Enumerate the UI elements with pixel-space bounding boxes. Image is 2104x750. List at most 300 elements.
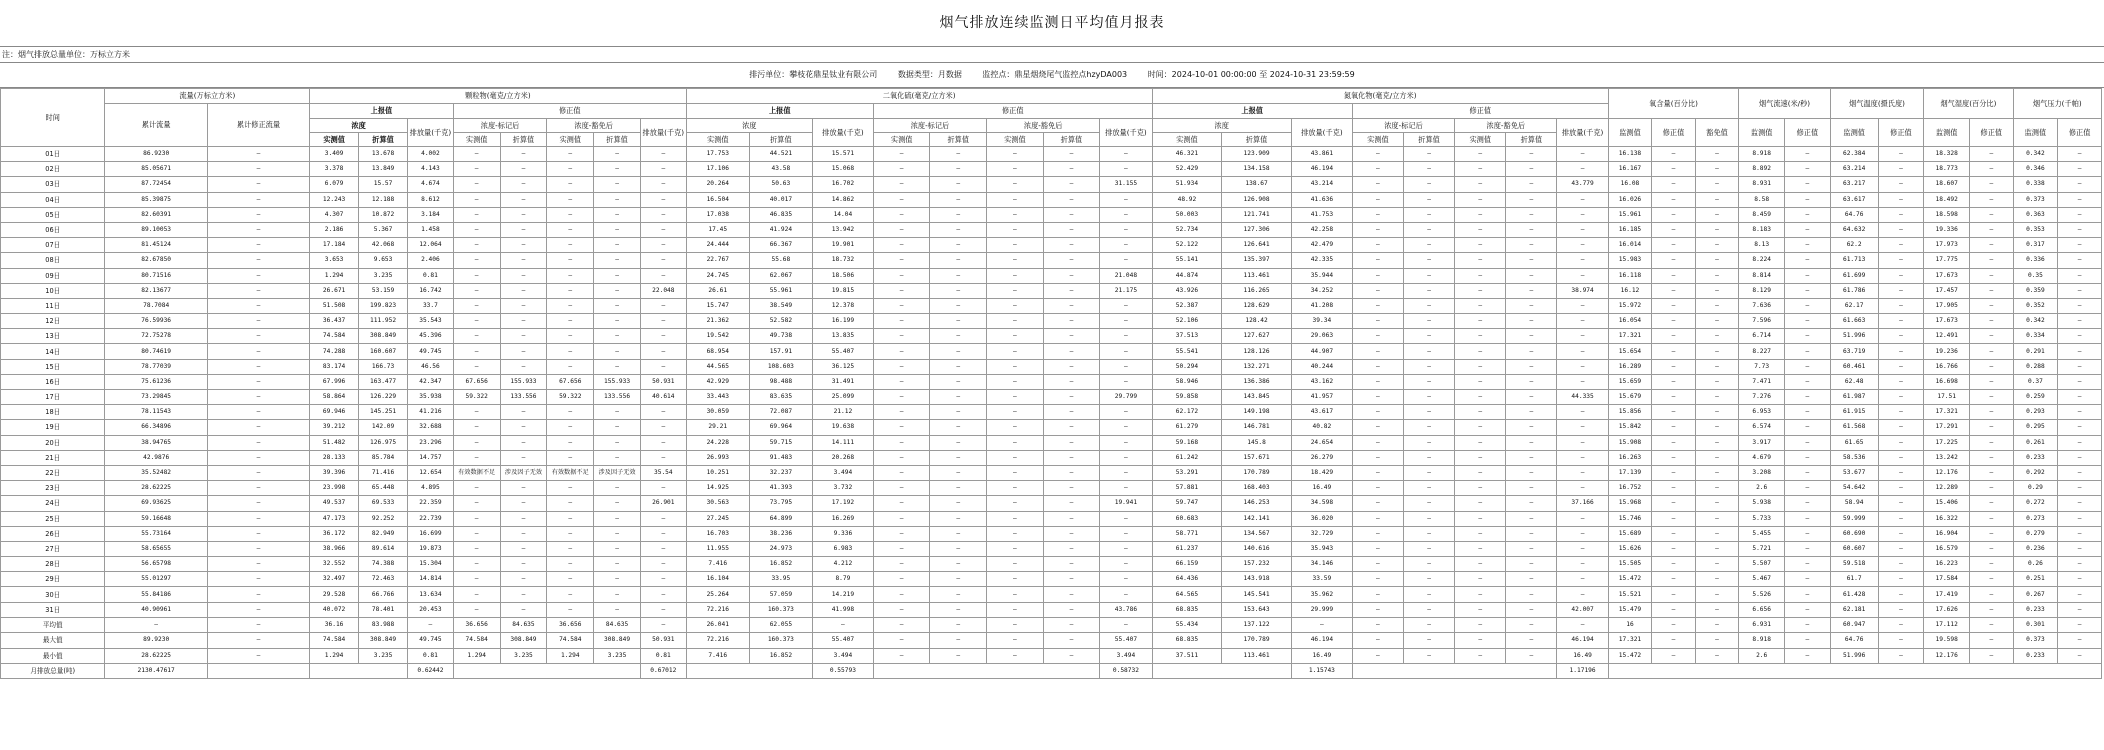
table-cell: — — [1100, 238, 1152, 253]
table-cell: — — [1455, 450, 1506, 465]
table-cell: 20.264 — [686, 177, 749, 192]
table-cell: — — [207, 298, 309, 313]
table-cell: 5.733 — [1739, 511, 1785, 526]
table-cell: 12.654 — [408, 465, 454, 480]
table-cell: — — [1785, 465, 1831, 480]
table-cell: 15.689 — [1608, 526, 1652, 541]
table-cell: 26.993 — [686, 450, 749, 465]
table-cell: — — [2058, 253, 2102, 268]
table-cell: 4.674 — [408, 177, 454, 192]
table-cell: 6.983 — [812, 541, 873, 556]
table-cell: — — [1970, 222, 2014, 237]
empty-cell — [1352, 663, 1557, 678]
table-cell: — — [2058, 572, 2102, 587]
table-cell: 18.732 — [812, 253, 873, 268]
table-cell: 36.020 — [1291, 511, 1352, 526]
table-cell: 44.874 — [1152, 268, 1222, 283]
table-cell: — — [987, 481, 1044, 496]
table-cell: 59.168 — [1152, 435, 1222, 450]
table-cell: 16.699 — [408, 526, 454, 541]
table-cell: 60.683 — [1152, 511, 1222, 526]
table-cell: — — [1506, 298, 1557, 313]
table-cell: — — [930, 450, 987, 465]
table-cell: 69.964 — [749, 420, 812, 435]
table-cell: — — [500, 283, 547, 298]
table-cell: — — [1506, 283, 1557, 298]
table-cell: — — [873, 420, 930, 435]
table-cell: 146.781 — [1222, 420, 1292, 435]
table-cell: 15.626 — [1608, 541, 1652, 556]
table-cell: 127.627 — [1222, 329, 1292, 344]
table-cell: — — [987, 177, 1044, 192]
table-cell: 3.917 — [1739, 435, 1785, 450]
table-cell: — — [987, 374, 1044, 389]
table-cell: — — [1785, 207, 1831, 222]
group-pm: 颗粒物(毫克/立方米) — [310, 89, 687, 104]
table-cell: 113.461 — [1222, 648, 1292, 663]
table-cell: 133.556 — [500, 390, 547, 405]
table-cell: — — [1695, 192, 1739, 207]
table-cell: — — [1652, 329, 1696, 344]
table-cell: 64.436 — [1152, 572, 1222, 587]
table-cell: 0.353 — [2013, 222, 2058, 237]
table-cell: — — [1652, 177, 1696, 192]
table-cell: — — [1652, 207, 1696, 222]
table-cell: — — [1878, 435, 1924, 450]
table-cell: 62.172 — [1152, 405, 1222, 420]
table-cell: — — [1043, 648, 1100, 663]
table-cell: 14.757 — [408, 450, 454, 465]
table-cell: 8.58 — [1739, 192, 1785, 207]
table-cell: — — [1878, 450, 1924, 465]
table-cell: 63.217 — [1830, 177, 1878, 192]
table-cell: 17.673 — [1924, 314, 1970, 329]
table-cell: — — [453, 222, 500, 237]
table-cell: — — [1043, 222, 1100, 237]
table-cell: 41.636 — [1291, 192, 1352, 207]
table-cell: — — [640, 541, 686, 556]
table-cell: 113.461 — [1222, 268, 1292, 283]
table-cell: 29.799 — [1100, 390, 1152, 405]
table-cell: 0.292 — [2013, 465, 2058, 480]
so2-conc-header: 浓度 — [686, 119, 812, 133]
table-cell: 157.232 — [1222, 557, 1292, 572]
table-cell: — — [1506, 405, 1557, 420]
table-cell: 89.614 — [359, 541, 408, 556]
table-cell: — — [987, 253, 1044, 268]
table-cell: — — [547, 222, 594, 237]
table-cell: 8.183 — [1739, 222, 1785, 237]
table-cell: 43.786 — [1100, 602, 1152, 617]
table-cell: 0.236 — [2013, 541, 2058, 556]
row-label: 19日 — [1, 420, 105, 435]
table-cell: 18.492 — [1924, 192, 1970, 207]
table-cell: 62.2 — [1830, 238, 1878, 253]
table-cell: — — [1695, 405, 1739, 420]
table-cell: — — [1695, 526, 1739, 541]
table-cell: 16.698 — [1924, 374, 1970, 389]
table-cell: — — [1557, 238, 1608, 253]
table-cell: — — [594, 314, 641, 329]
table-cell: — — [1652, 298, 1696, 313]
table-row — [1, 192, 2102, 207]
table-row — [1, 283, 2102, 298]
table-cell: 98.488 — [749, 374, 812, 389]
table-cell: — — [1785, 222, 1831, 237]
table-cell: — — [1100, 359, 1152, 374]
row-label: 15日 — [1, 359, 105, 374]
table-cell: — — [500, 541, 547, 556]
table-cell: 78.401 — [359, 602, 408, 617]
table-cell: 32.729 — [1291, 526, 1352, 541]
table-cell: — — [1695, 420, 1739, 435]
total-nox-corr: 1.17196 — [1557, 663, 1608, 678]
table-cell: — — [1970, 511, 2014, 526]
table-cell: — — [640, 192, 686, 207]
table-cell: 15.472 — [1608, 648, 1652, 663]
table-cell: — — [1404, 572, 1455, 587]
table-cell: — — [873, 329, 930, 344]
table-cell: — — [930, 298, 987, 313]
table-cell: — — [207, 147, 309, 162]
table-cell: 17.038 — [686, 207, 749, 222]
table-cell: — — [453, 572, 500, 587]
table-cell: — — [1970, 541, 2014, 556]
table-cell: — — [453, 450, 500, 465]
pm-corrected-header: 修正值 — [453, 104, 686, 119]
table-cell: — — [1652, 374, 1696, 389]
table-cell: 26.901 — [640, 496, 686, 511]
table-cell: — — [1970, 268, 2014, 283]
table-cell: 16.852 — [749, 557, 812, 572]
table-cell: 53.291 — [1152, 465, 1222, 480]
table-cell: — — [1785, 147, 1831, 162]
table-cell: — — [500, 557, 547, 572]
row-label: 12日 — [1, 314, 105, 329]
table-cell: — — [1695, 390, 1739, 405]
table-cell: 0.272 — [2013, 496, 2058, 511]
table-cell: — — [453, 526, 500, 541]
table-cell: 20.453 — [408, 602, 454, 617]
table-cell: 108.603 — [749, 359, 812, 374]
table-cell: — — [500, 253, 547, 268]
table-cell: 32.688 — [408, 420, 454, 435]
table-cell: 82.60391 — [105, 207, 207, 222]
group-humidity: 烟气湿度(百分比) — [1924, 89, 2013, 119]
table-cell: — — [1695, 617, 1739, 632]
table-cell: 68.954 — [686, 344, 749, 359]
table-cell: 0.259 — [2013, 390, 2058, 405]
table-cell: — — [207, 314, 309, 329]
table-cell: — — [1506, 541, 1557, 556]
table-cell: — — [207, 602, 309, 617]
row-label: 26日 — [1, 526, 105, 541]
table-cell: 29.999 — [1291, 602, 1352, 617]
table-cell: — — [640, 572, 686, 587]
table-cell: — — [1785, 481, 1831, 496]
table-cell: — — [500, 222, 547, 237]
table-cell: — — [1557, 222, 1608, 237]
table-cell: — — [547, 541, 594, 556]
table-cell: 49.537 — [310, 496, 359, 511]
table-cell: — — [930, 283, 987, 298]
table-cell: — — [987, 420, 1044, 435]
table-cell: — — [1878, 298, 1924, 313]
table-cell: — — [500, 238, 547, 253]
table-cell: 84.635 — [500, 617, 547, 632]
table-cell: — — [1100, 572, 1152, 587]
table-cell: — — [594, 207, 641, 222]
row-label: 29日 — [1, 572, 105, 587]
table-cell: 69.533 — [359, 496, 408, 511]
table-cell: — — [1557, 450, 1608, 465]
table-cell: — — [1352, 177, 1403, 192]
table-cell: 146.253 — [1222, 496, 1292, 511]
table-cell: — — [1557, 557, 1608, 572]
table-cell: — — [1506, 177, 1557, 192]
pm-measured-header: 实测值 — [310, 133, 359, 147]
total-flow: 2130.47617 — [105, 663, 207, 678]
table-cell: — — [1557, 298, 1608, 313]
table-cell: — — [594, 602, 641, 617]
table-cell: — — [1100, 481, 1152, 496]
summary-row — [1, 648, 2102, 663]
table-cell: — — [207, 420, 309, 435]
table-cell: — — [1695, 222, 1739, 237]
so2-mark-measured-header: 实测值 — [873, 133, 930, 147]
table-cell: 3.732 — [812, 481, 873, 496]
table-cell: — — [930, 253, 987, 268]
table-cell: 85.784 — [359, 450, 408, 465]
table-cell: 21.048 — [1100, 268, 1152, 283]
table-cell: 23.998 — [310, 481, 359, 496]
table-cell: — — [873, 557, 930, 572]
table-cell: — — [1455, 177, 1506, 192]
table-cell: — — [207, 222, 309, 237]
table-cell: 31.155 — [1100, 177, 1152, 192]
table-cell: — — [2058, 541, 2102, 556]
table-cell: 67.656 — [547, 374, 594, 389]
table-cell: — — [1878, 526, 1924, 541]
table-cell: 0.359 — [2013, 283, 2058, 298]
table-cell: — — [1785, 268, 1831, 283]
table-cell: — — [500, 587, 547, 602]
table-cell: — — [1695, 177, 1739, 192]
table-cell: — — [1878, 207, 1924, 222]
table-cell: 7.416 — [686, 557, 749, 572]
table-cell: 38.966 — [310, 541, 359, 556]
table-cell: 50.294 — [1152, 359, 1222, 374]
table-cell: 5.455 — [1739, 526, 1785, 541]
table-cell: — — [1785, 329, 1831, 344]
table-cell: — — [930, 587, 987, 602]
table-cell: — — [1455, 390, 1506, 405]
table-cell: — — [453, 541, 500, 556]
table-cell: — — [873, 162, 930, 177]
table-cell: — — [873, 314, 930, 329]
table-cell: 16.852 — [749, 648, 812, 663]
table-cell: — — [1455, 572, 1506, 587]
table-cell: — — [1785, 283, 1831, 298]
table-cell: 61.568 — [1830, 420, 1878, 435]
table-cell: — — [1352, 526, 1403, 541]
table-cell: 0.233 — [2013, 602, 2058, 617]
table-cell: 51.996 — [1830, 329, 1878, 344]
table-cell: 61.65 — [1830, 435, 1878, 450]
table-cell: — — [1652, 465, 1696, 480]
table-cell: — — [1652, 390, 1696, 405]
table-cell: — — [873, 587, 930, 602]
table-cell: 53.159 — [359, 283, 408, 298]
table-cell: 17.753 — [686, 147, 749, 162]
row-label: 11日 — [1, 298, 105, 313]
table-cell: 60.461 — [1830, 359, 1878, 374]
table-cell: — — [1652, 253, 1696, 268]
nox-exempt-converted-header: 折算值 — [1506, 133, 1557, 147]
table-cell: — — [2058, 390, 2102, 405]
table-cell: — — [987, 602, 1044, 617]
table-cell: — — [594, 420, 641, 435]
row-label: 01日 — [1, 147, 105, 162]
table-cell: 76.59936 — [105, 314, 207, 329]
table-cell: 61.699 — [1830, 268, 1878, 283]
table-cell: — — [453, 359, 500, 374]
table-cell: — — [1506, 481, 1557, 496]
table-cell: 41.393 — [749, 481, 812, 496]
table-cell: — — [873, 572, 930, 587]
group-pressure: 烟气压力(千帕) — [2013, 89, 2101, 119]
table-cell: 0.37 — [2013, 374, 2058, 389]
table-cell: — — [207, 177, 309, 192]
table-cell: — — [1404, 526, 1455, 541]
table-cell: — — [500, 496, 547, 511]
table-cell: — — [930, 405, 987, 420]
table-cell: — — [2058, 314, 2102, 329]
table-cell: 0.346 — [2013, 162, 2058, 177]
table-cell: 163.477 — [359, 374, 408, 389]
table-cell: — — [594, 359, 641, 374]
table-cell: 6.079 — [310, 177, 359, 192]
table-cell: 5.526 — [1739, 587, 1785, 602]
table-cell: 19.873 — [408, 541, 454, 556]
table-cell: — — [1352, 390, 1403, 405]
table-cell: — — [1352, 222, 1403, 237]
table-cell: 15.406 — [1924, 496, 1970, 511]
table-cell: 16.703 — [686, 526, 749, 541]
table-cell: 64.632 — [1830, 222, 1878, 237]
table-cell: — — [873, 435, 930, 450]
table-cell: — — [1785, 253, 1831, 268]
table-cell: 128.126 — [1222, 344, 1292, 359]
table-cell: 16.199 — [812, 314, 873, 329]
table-cell: 12.188 — [359, 192, 408, 207]
table-cell: 12.243 — [310, 192, 359, 207]
table-cell: — — [1695, 207, 1739, 222]
table-cell: — — [2058, 526, 2102, 541]
table-cell: — — [1100, 192, 1152, 207]
table-cell: 22.048 — [640, 283, 686, 298]
total-pm-corr: 0.67012 — [640, 663, 686, 678]
table-cell: 12.491 — [1924, 329, 1970, 344]
row-label: 09日 — [1, 268, 105, 283]
table-cell: 72.087 — [749, 405, 812, 420]
table-cell: — — [930, 481, 987, 496]
table-cell: — — [1695, 572, 1739, 587]
table-cell: 0.342 — [2013, 314, 2058, 329]
table-cell: — — [1455, 253, 1506, 268]
table-cell: — — [640, 207, 686, 222]
table-cell: — — [594, 572, 641, 587]
table-cell: 59.999 — [1830, 511, 1878, 526]
table-cell: 17.51 — [1924, 390, 1970, 405]
table-cell: — — [1404, 450, 1455, 465]
table-cell: 3.378 — [310, 162, 359, 177]
nox-exempt-measured-header: 实测值 — [1455, 133, 1506, 147]
table-cell: 8.892 — [1739, 162, 1785, 177]
table-cell: 26.671 — [310, 283, 359, 298]
table-cell: 15.505 — [1608, 557, 1652, 572]
table-cell: — — [1352, 633, 1403, 648]
table-cell: — — [987, 541, 1044, 556]
table-cell: — — [873, 177, 930, 192]
table-row — [1, 207, 2102, 222]
table-cell: — — [873, 496, 930, 511]
table-cell: — — [2058, 283, 2102, 298]
table-cell: 46.194 — [1557, 633, 1608, 648]
table-cell: — — [453, 344, 500, 359]
meta-unit: 排污单位：攀枝花鼎星钛业有限公司 — [749, 70, 878, 79]
table-cell: 2.406 — [408, 253, 454, 268]
table-cell: — — [1695, 648, 1739, 663]
table-cell: — — [987, 314, 1044, 329]
table-cell: — — [1878, 496, 1924, 511]
table-cell: 17.626 — [1924, 602, 1970, 617]
table-cell: 41.216 — [408, 405, 454, 420]
table-row — [1, 329, 2102, 344]
table-cell: 19.236 — [1924, 344, 1970, 359]
table-cell: — — [2058, 238, 2102, 253]
table-cell: — — [1043, 617, 1100, 632]
row-label: 24日 — [1, 496, 105, 511]
table-cell: — — [547, 253, 594, 268]
table-cell: 45.396 — [408, 329, 454, 344]
table-cell: 14.111 — [812, 435, 873, 450]
table-cell: — — [640, 481, 686, 496]
table-row — [1, 390, 2102, 405]
table-cell: 60.947 — [1830, 617, 1878, 632]
table-cell: — — [1652, 481, 1696, 496]
table-cell: — — [594, 329, 641, 344]
table-cell: — — [640, 344, 686, 359]
table-cell: — — [207, 344, 309, 359]
nox-measured-header: 实测值 — [1152, 133, 1222, 147]
nox-conc-header: 浓度 — [1152, 119, 1291, 133]
table-cell: — — [873, 633, 930, 648]
table-cell: — — [2058, 648, 2102, 663]
table-cell: 36.437 — [310, 314, 359, 329]
meta-type: 数据类型：月数据 — [897, 70, 962, 79]
empty-cell — [1152, 663, 1291, 678]
table-cell: — — [640, 617, 686, 632]
table-cell: 16.49 — [1291, 481, 1352, 496]
table-cell: 42.007 — [1557, 602, 1608, 617]
table-cell: — — [1878, 374, 1924, 389]
table-cell: — — [1878, 511, 1924, 526]
table-cell: — — [1352, 648, 1403, 663]
table-cell: — — [1043, 405, 1100, 420]
table-cell: 46.835 — [749, 207, 812, 222]
table-cell: — — [640, 329, 686, 344]
